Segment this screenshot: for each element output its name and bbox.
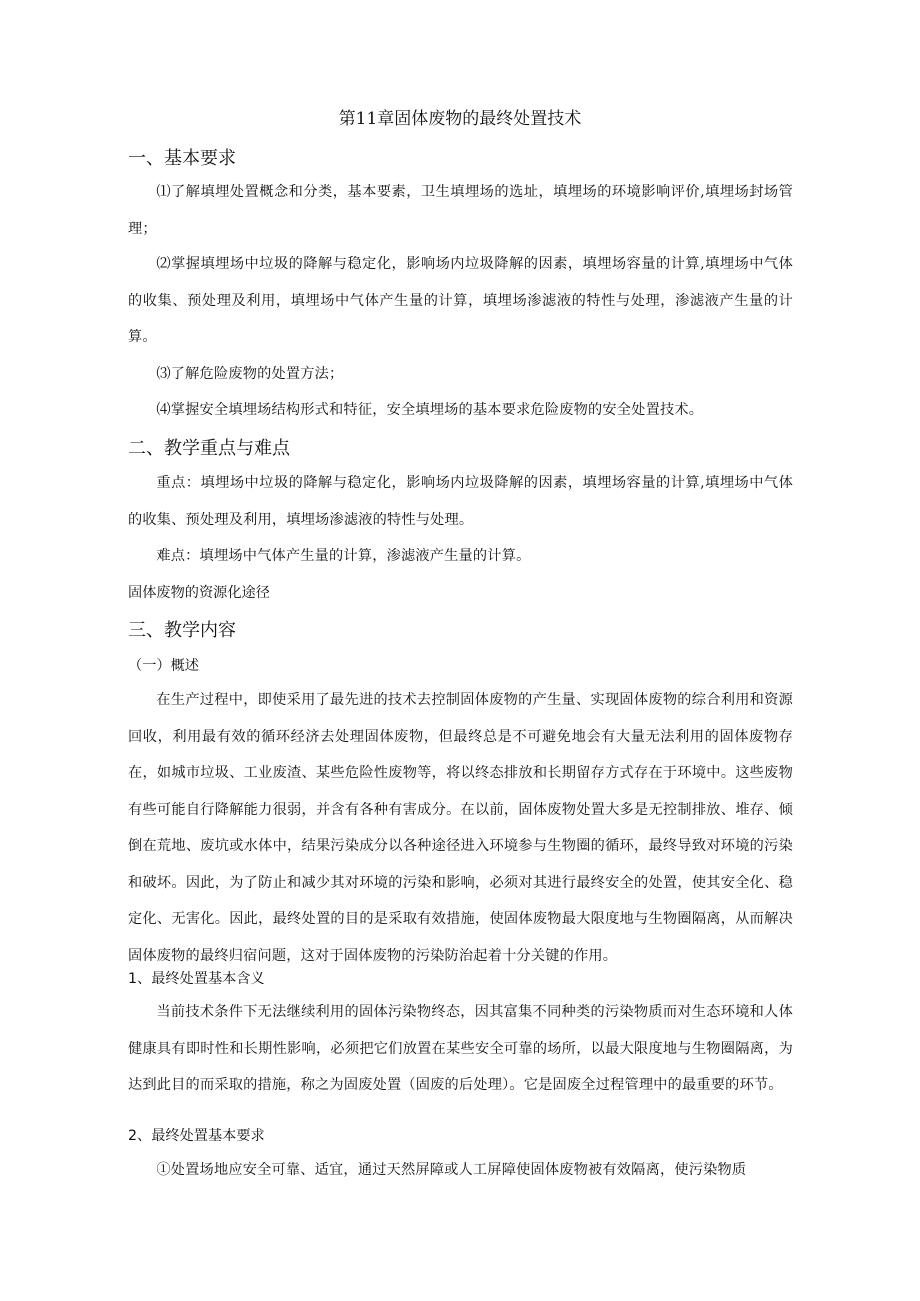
difficulties-paragraph: 难点：填埋场中气体产生量的计算，渗滤液产生量的计算。: [156, 548, 531, 564]
requirement-item-3: ⑶了解危险废物的处置方法；: [156, 366, 344, 382]
requirement-item-1: ⑴了解填埋处置概念和分类，基本要素，卫生填埋场的选址，填埋场的环境影响评价,填埋场封场管理；: [128, 184, 793, 237]
point-2-paragraph: ①处置场地应安全可靠、适宜，通过天然屏障或人工屏障使固体废物被有效隔离，使污染物质: [156, 1162, 747, 1178]
point-1-paragraph: 当前技术条件下无法继续利用的固体污染物终态，因其富集不同种类的污染物质而对生态环境和人体健康具有即时性和长期性影响，必须把它们放置在某些安全可靠的场所，以最大限度地与生物圈隔离，为达到此目的而采取的措施，称之为固废处置（固废的后处理）。它是固废全过程管理中的最重要的环节。: [128, 1004, 793, 1093]
requirement-item-4: ⑷掌握安全填埋场结构形式和特征，安全填埋场的基本要求危险废物的安全处置技术。: [156, 402, 704, 418]
section-1-heading: 一、基本要求: [128, 148, 236, 169]
document-title: 第11章固体废物的最终处置技术: [338, 109, 582, 129]
overview-paragraph: 在生产过程中，即使采用了最先进的技术去控制固体废物的产生量、实现固体废物的综合利用和资源回收，利用最有效的循环经济去处理固体废物，但最终总是不可避免地会有大量无法利用的固体废物存在，如城市垃圾、工业废渣、某些危险性废物等，将以终态排放和长期留存方式存在于环境中。这些废物有些可能自行降解能力很弱，并含有各种有害成分。在以前，固体废物处置大多是无控制排放、堆存、倾倒在荒地、废坑或水体中，结果污染成分以各种途径进入环境参与生物圈的循环，最终导致对环境的污染和破坏。因此，为了防止和减少其对环境的污染和影响，必须对其进行最终安全的处置，使其安全化、稳定化、无害化。因此，最终处置的目的是采取有效措施，使固体废物最大限度地与生物圈隔离，从而解决固体废物的最终归宿问题，这对于固体废物的污染防治起着十分关键的作用。: [128, 692, 793, 964]
requirement-item-2: ⑵掌握填埋场中垃圾的降解与稳定化，影响场内垃圾降解的因素，填埋场容量的计算,填埋场中气体的收集、预处理及利用，填埋场中气体产生量的计算，填埋场渗滤液的特性与处理，渗滤液产生量的计算。: [128, 256, 793, 345]
point-2-heading: 2、最终处置基本要求: [128, 1128, 265, 1144]
key-points-paragraph: 重点：填埋场中垃圾的降解与稳定化，影响场内垃圾降解的因素，填埋场容量的计算,填埋场中气体的收集、预处理及利用，填埋场渗滤液的特性与处理。: [128, 475, 793, 528]
section-2-heading: 二、教学重点与难点: [128, 438, 290, 459]
point-1-heading: 1、最终处置基本含义: [128, 971, 265, 987]
standalone-line: 固体废物的资源化途径: [128, 585, 270, 601]
overview-subheading: （一）概述: [128, 658, 199, 674]
section-3-heading: 三、教学内容: [128, 620, 236, 641]
